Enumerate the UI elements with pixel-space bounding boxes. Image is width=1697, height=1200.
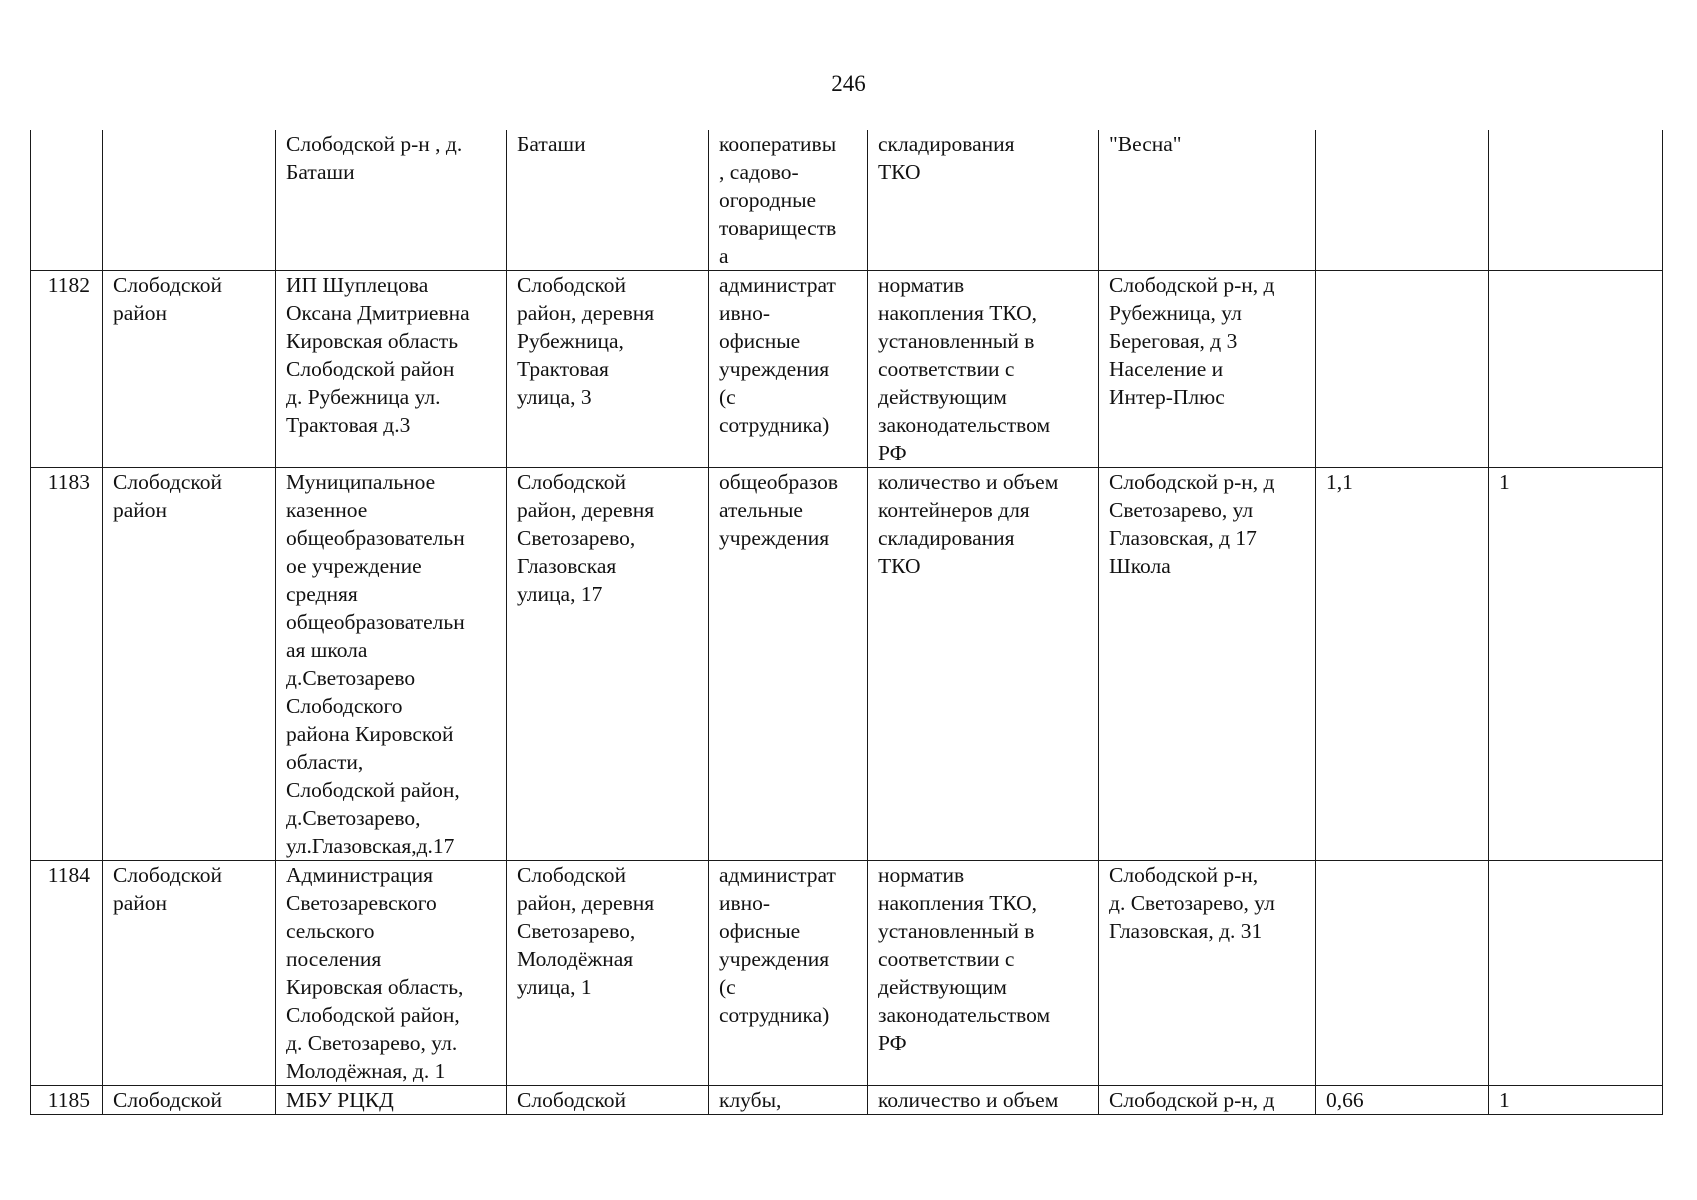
volume-cell	[1316, 271, 1489, 468]
site-cell: Слободской р-н, д Рубежница, ул Береговая, д 3 Население и Интер-Плюс	[1099, 271, 1316, 468]
address-cell: Слободской	[507, 1086, 709, 1115]
calc-method-cell: норматив накопления ТКО, установленный в соответствии с действующим законодательством РФ	[868, 861, 1099, 1086]
count-cell	[1489, 271, 1663, 468]
category-cell: клубы,	[709, 1086, 868, 1115]
category-cell: кооперативы , садово- огородные товариществ а	[709, 130, 868, 271]
table-row	[31, 861, 1663, 1086]
address-cell: Слободской район, деревня Рубежница, Трактовая улица, 3	[507, 271, 709, 468]
calc-method-cell: количество и объем	[868, 1086, 1099, 1115]
organization-cell: Муниципальное казенное общеобразовательн ое учреждение средняя общеобразовательн ая школа д.Светозарево Слободского района Кировской области, Слободской район, д.Светозарево, ул.Глазовская,д.17	[276, 468, 507, 861]
calc-method-cell: количество и объем контейнеров для складирования ТКО	[868, 468, 1099, 861]
site-cell: Слободской р-н, д. Светозарево, ул Глазовская, д. 31	[1099, 861, 1316, 1086]
volume-cell	[1316, 861, 1489, 1086]
site-cell: Слободской р-н, д Светозарево, ул Глазовская, д 17 Школа	[1099, 468, 1316, 861]
organization-cell: Слободской р-н , д. Баташи	[276, 130, 507, 271]
count-cell	[1489, 861, 1663, 1086]
address-cell: Баташи	[507, 130, 709, 271]
volume-cell: 1,1	[1316, 468, 1489, 861]
row-number: 1182	[31, 271, 103, 468]
volume-cell	[1316, 130, 1489, 271]
count-cell: 1	[1489, 468, 1663, 861]
district-cell: Слободской	[103, 1086, 276, 1115]
district-cell: Слободской район	[103, 271, 276, 468]
calc-method-cell: норматив накопления ТКО, установленный в соответствии с действующим законодательством РФ	[868, 271, 1099, 468]
row-number	[31, 130, 103, 271]
table-row	[31, 468, 1663, 861]
organization-cell: МБУ РЦКД	[276, 1086, 507, 1115]
district-cell: Слободской район	[103, 468, 276, 861]
row-number: 1183	[31, 468, 103, 861]
category-cell: общеобразов ательные учреждения	[709, 468, 868, 861]
category-cell: администрат ивно- офисные учреждения (с сотрудника)	[709, 271, 868, 468]
count-cell	[1489, 130, 1663, 271]
district-cell	[103, 130, 276, 271]
address-cell: Слободской район, деревня Светозарево, Глазовская улица, 17	[507, 468, 709, 861]
calc-method-cell: складирования ТКО	[868, 130, 1099, 271]
waste-sources-table	[30, 130, 1663, 1115]
category-cell: администрат ивно- офисные учреждения (с сотрудника)	[709, 861, 868, 1086]
table-row	[31, 1086, 1663, 1115]
organization-cell: Администрация Светозаревского сельского поселения Кировская область, Слободской район, д. Светозарево, ул. Молодёжная, д. 1	[276, 861, 507, 1086]
page-number: 246	[831, 71, 866, 96]
organization-cell: ИП Шуплецова Оксана Дмитриевна Кировская область Слободской район д. Рубежница ул. Трактовая д.3	[276, 271, 507, 468]
count-cell: 1	[1489, 1086, 1663, 1115]
table-row	[31, 130, 1663, 271]
address-cell: Слободской район, деревня Светозарево, Молодёжная улица, 1	[507, 861, 709, 1086]
table-row	[31, 271, 1663, 468]
row-number: 1185	[31, 1086, 103, 1115]
site-cell: "Весна"	[1099, 130, 1316, 271]
volume-cell: 0,66	[1316, 1086, 1489, 1115]
site-cell: Слободской р-н, д	[1099, 1086, 1316, 1115]
row-number: 1184	[31, 861, 103, 1086]
district-cell: Слободской район	[103, 861, 276, 1086]
